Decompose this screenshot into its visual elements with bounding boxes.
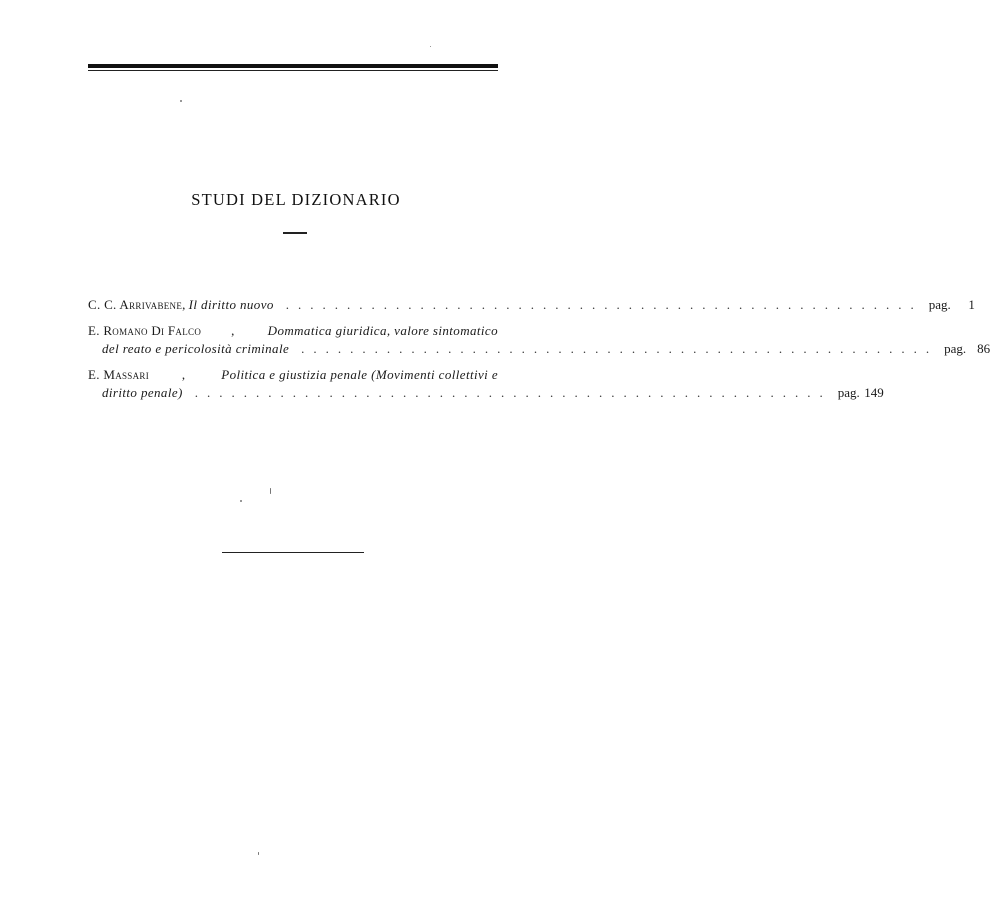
toc-entry-massari — [88, 366, 884, 402]
page-number: 1 — [968, 297, 975, 312]
toc-separator: , — [182, 297, 189, 312]
toc-separator: , — [231, 323, 238, 338]
toc-line — [88, 366, 498, 384]
table-of-contents — [88, 296, 990, 410]
page-label: pag. — [837, 385, 860, 400]
toc-page-ref — [938, 340, 990, 358]
dot-leader: .................................................... — [285, 297, 923, 312]
toc-author: C. C. Arrivabene — [88, 297, 183, 312]
dot-leader: .................................................... — [301, 341, 939, 356]
paper-speck — [430, 46, 431, 47]
toc-separator: , — [181, 367, 189, 382]
toc-entry-romano-di-falco — [88, 322, 990, 358]
toc-page-ref — [923, 296, 975, 314]
title-dash-divider — [283, 232, 307, 234]
paper-speck — [240, 500, 242, 502]
toc-author: E. Massari — [88, 367, 150, 382]
dot-leader: .................................................... — [194, 385, 832, 400]
toc-line — [88, 322, 498, 340]
page-label: pag. — [944, 341, 967, 356]
toc-author: E. Romano Di Falco — [88, 323, 202, 338]
page-number: 149 — [864, 385, 884, 400]
paper-speck — [180, 100, 182, 102]
top-double-rule — [88, 64, 498, 71]
page-number: 86 — [977, 341, 990, 356]
paper-speck — [270, 488, 271, 494]
toc-page-ref — [832, 384, 884, 402]
page-title: STUDI DEL DIZIONARIO — [191, 190, 401, 209]
bottom-rule — [222, 552, 364, 553]
page-label: pag. — [928, 297, 951, 312]
paper-speck — [258, 852, 259, 855]
top-rule-thin — [88, 70, 498, 71]
top-rule-thick — [88, 64, 498, 68]
toc-entry-arrivabene — [88, 296, 975, 314]
toc-line-continued — [88, 340, 990, 358]
toc-work-title: Dommatica giuridica, valore sintomatico — [267, 323, 498, 338]
toc-work-title: Il diritto nuovo — [188, 297, 274, 312]
toc-work-title-cont: diritto penale) — [102, 385, 183, 400]
toc-line-continued — [88, 384, 884, 402]
toc-line — [88, 296, 975, 314]
toc-work-title-cont: del reato e pericolosità criminale — [102, 341, 290, 356]
toc-work-title: Politica e giustizia penale (Movimenti collettivi e — [221, 367, 498, 382]
